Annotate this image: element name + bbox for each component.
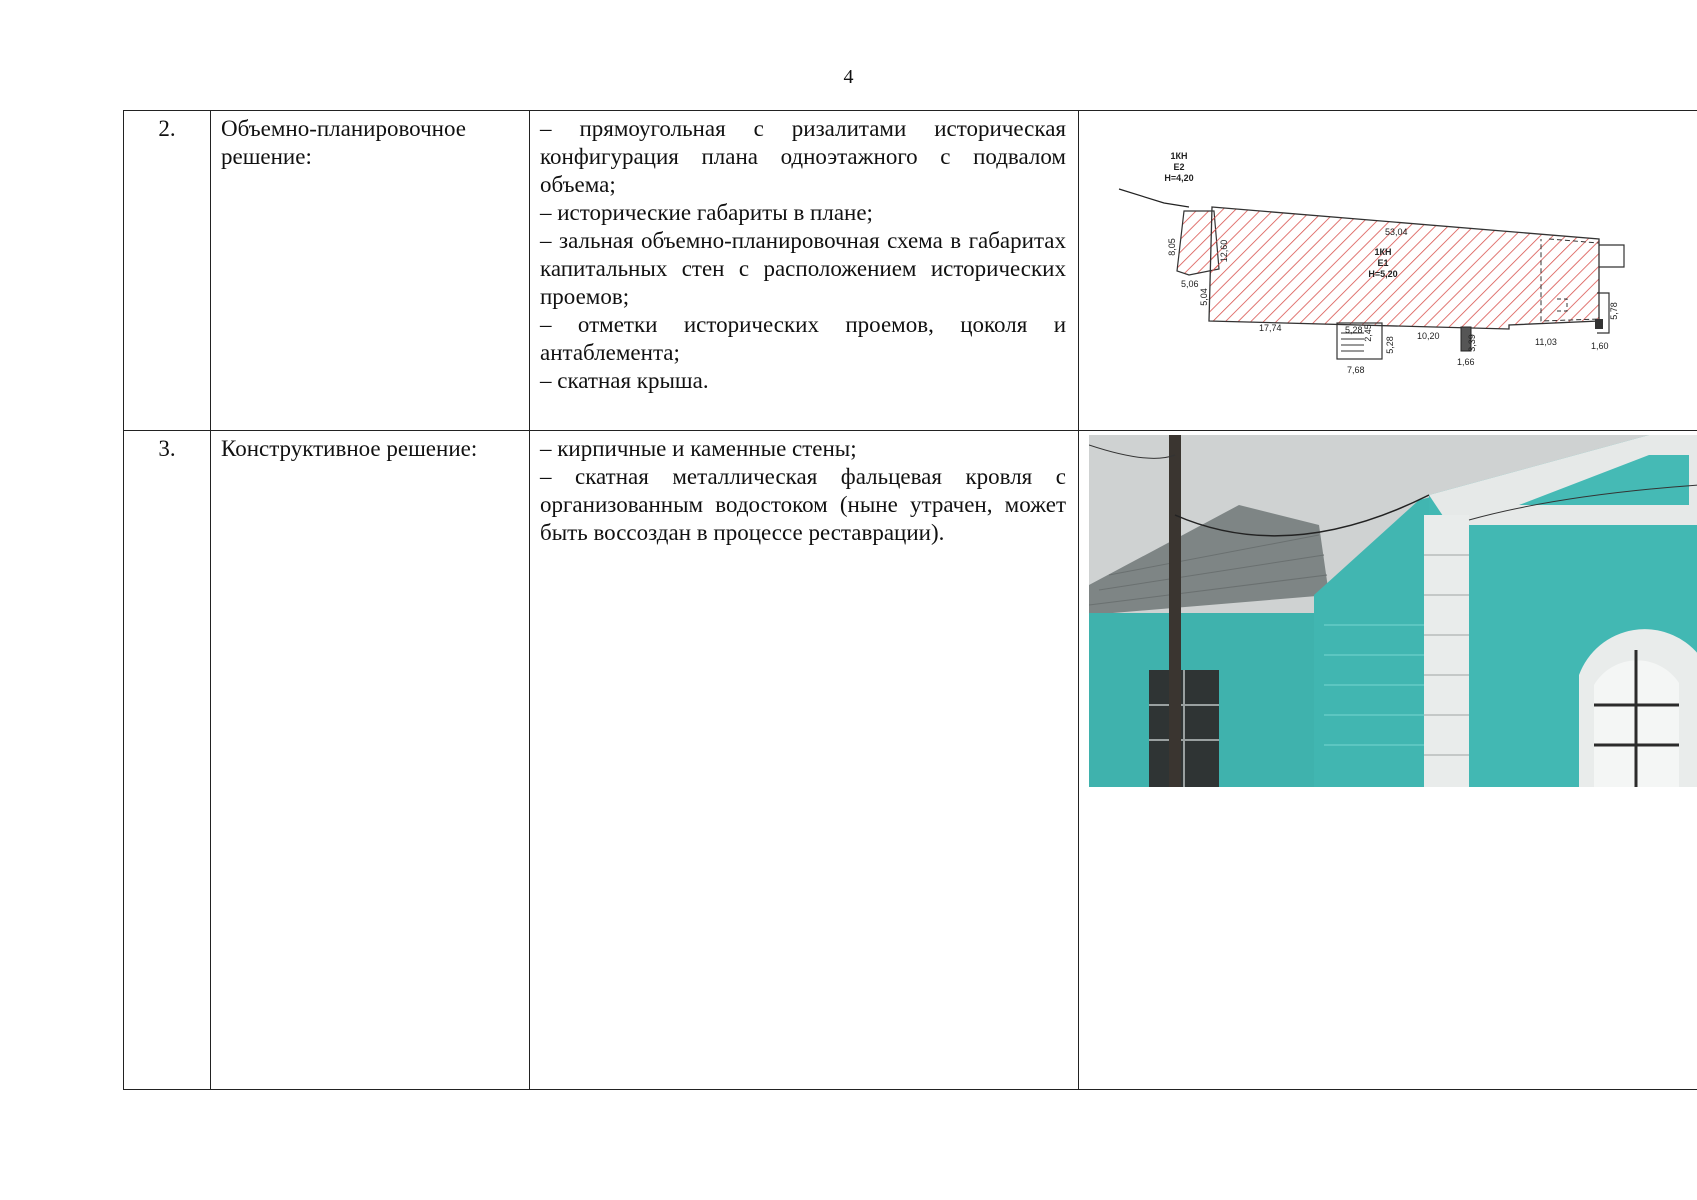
dim-label: 8,05 bbox=[1167, 238, 1177, 256]
dim-label: 2,45 bbox=[1363, 324, 1373, 342]
dim-label: 10,20 bbox=[1417, 331, 1440, 341]
dim-label: 5,78 bbox=[1609, 302, 1619, 320]
row-description bbox=[530, 431, 1079, 1090]
dim-label: 5,04 bbox=[1199, 288, 1209, 306]
row-number: 2. bbox=[124, 111, 211, 431]
row-number: 3. bbox=[124, 431, 211, 1090]
description-item: – отметки исторических проемов, цоколя и антаблемента; bbox=[540, 312, 1066, 365]
description-item: – скатная металлическая фальцевая кровля с организованным водостоком (ныне утрачен, может быть воссоздан в процессе реставрации). bbox=[540, 464, 1066, 545]
label-e2-line3: Н=4,20 bbox=[1164, 173, 1194, 183]
dim-label: 7,68 bbox=[1347, 365, 1365, 375]
photo-cell bbox=[1079, 431, 1697, 1090]
label-e1-line2: Е1 bbox=[1377, 258, 1389, 268]
dim-label: 5,28 bbox=[1385, 336, 1395, 354]
row-title: Конструктивное решение: bbox=[211, 431, 530, 1090]
dim-label: 1,66 bbox=[1457, 357, 1475, 367]
page-number: 4 bbox=[843, 66, 854, 88]
table-row bbox=[124, 431, 1697, 1090]
description-item: – кирпичные и каменные стены; bbox=[540, 436, 857, 461]
dim-label: 1,60 bbox=[1591, 341, 1609, 351]
label-e2-line2: Е2 bbox=[1173, 162, 1185, 172]
dim-label: 5,28 bbox=[1345, 325, 1363, 335]
row-title: Объемно-планировочное решение: bbox=[211, 111, 530, 431]
dim-label: 5,06 bbox=[1181, 279, 1199, 289]
row-description bbox=[530, 111, 1079, 431]
floor-plan-drawing bbox=[1079, 111, 1697, 431]
dim-label: 3,39 bbox=[1467, 334, 1477, 352]
dim-label: 12,60 bbox=[1219, 239, 1229, 263]
description-item: – исторические габариты в плане; bbox=[540, 200, 873, 225]
label-e1-line1: 1КН bbox=[1374, 247, 1392, 257]
building-photo bbox=[1089, 435, 1697, 787]
dim-label: 17,74 bbox=[1259, 323, 1282, 333]
dim-label: 53,04 bbox=[1385, 227, 1408, 237]
characteristics-table bbox=[123, 110, 1697, 1090]
label-e2-line1: 1КН bbox=[1170, 151, 1188, 161]
description-item: – зальная объемно-планировочная схема в габаритах капитальных стен с расположением исторических проемов; bbox=[540, 228, 1066, 309]
table-row bbox=[124, 111, 1697, 431]
description-item: – скатная крыша. bbox=[540, 368, 709, 393]
label-e1-line3: Н=5,20 bbox=[1368, 269, 1398, 279]
description-item: – прямоугольная с ризалитами историческая конфигурация плана одноэтажного с подвалом объема; bbox=[540, 116, 1066, 197]
plan-cell bbox=[1079, 111, 1697, 431]
dim-label: 11,03 bbox=[1535, 337, 1557, 347]
